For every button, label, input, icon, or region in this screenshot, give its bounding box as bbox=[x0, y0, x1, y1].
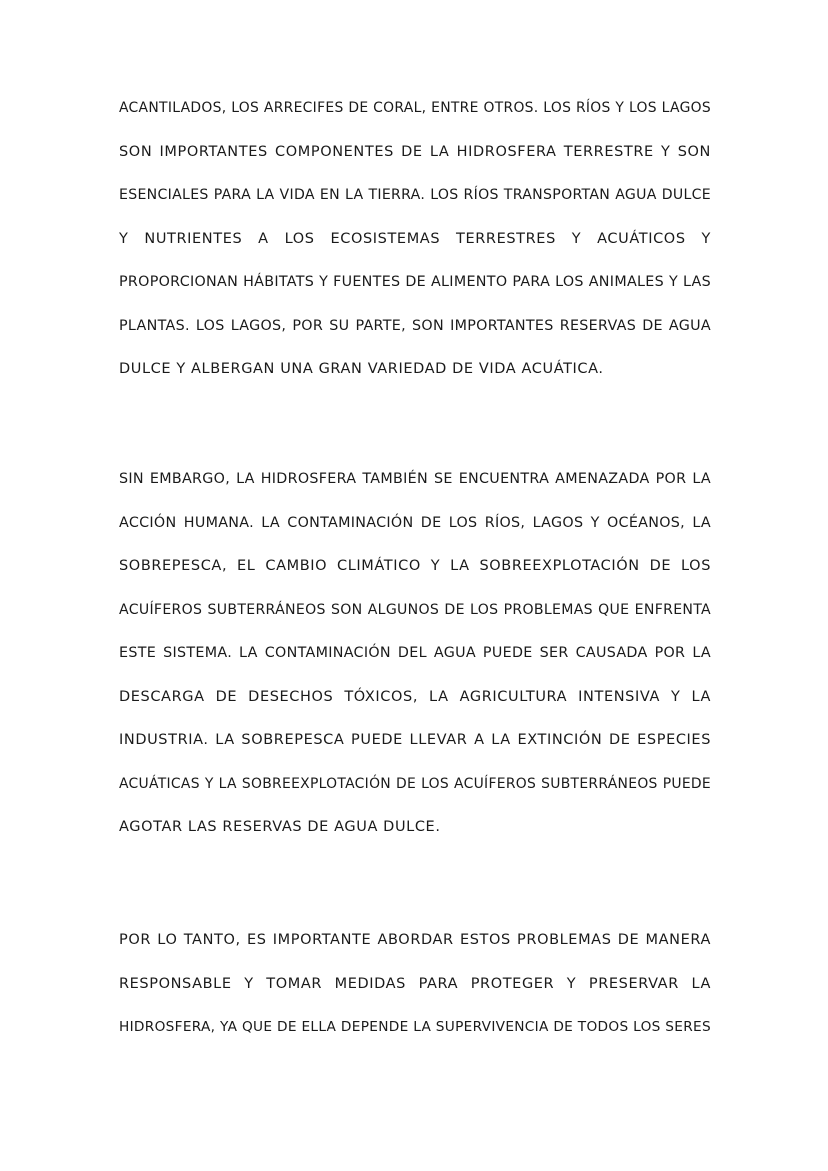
paragraph-threats bbox=[119, 469, 711, 861]
text-line: AGOTAR LAS RESERVAS DE AGUA DULCE. bbox=[119, 819, 441, 835]
text-line: HIDROSFERA, YA QUE DE ELLA DEPENDE LA SUPERVIVENCIA DE TODOS LOS SERES bbox=[119, 1019, 711, 1035]
text-line: SON IMPORTANTES COMPONENTES DE LA HIDROSFERA TERRESTRE Y SON bbox=[119, 143, 711, 160]
text-line: Y NUTRIENTES A LOS ECOSISTEMAS TERRESTRES Y ACUÁTICOS Y bbox=[119, 230, 711, 247]
paragraph-conclusion bbox=[119, 930, 711, 1061]
text-line: ESTE SISTEMA. LA CONTAMINACIÓN DEL AGUA PUEDE SER CAUSADA POR LA bbox=[119, 645, 711, 661]
text-line: ESENCIALES PARA LA VIDA EN LA TIERRA. LOS RÍOS TRANSPORTAN AGUA DULCE bbox=[119, 187, 711, 203]
text-line: ACUÁTICAS Y LA SOBREEXPLOTACIÓN DE LOS ACUÍFEROS SUBTERRÁNEOS PUEDE bbox=[119, 775, 711, 792]
text-line: INDUSTRIA. LA SOBREPESCA PUEDE LLEVAR A LA EXTINCIÓN DE ESPECIES bbox=[119, 732, 711, 748]
text-line: DESCARGA DE DESECHOS TÓXICOS, LA AGRICULTURA INTENSIVA Y LA bbox=[119, 688, 711, 705]
text-line: PLANTAS. LOS LAGOS, POR SU PARTE, SON IMPORTANTES RESERVAS DE AGUA bbox=[119, 317, 711, 334]
paragraph-rivers-lakes bbox=[119, 98, 711, 403]
text-line: POR LO TANTO, ES IMPORTANTE ABORDAR ESTOS PROBLEMAS DE MANERA bbox=[119, 932, 711, 948]
text-line: DULCE Y ALBERGAN UNA GRAN VARIEDAD DE VIDA ACUÁTICA. bbox=[119, 361, 604, 377]
text-line: ACUÍFEROS SUBTERRÁNEOS SON ALGUNOS DE LOS PROBLEMAS QUE ENFRENTA bbox=[119, 601, 711, 618]
text-line: SOBREPESCA, EL CAMBIO CLIMÁTICO Y LA SOBREEXPLOTACIÓN DE LOS bbox=[119, 558, 711, 574]
text-line: PROPORCIONAN HÁBITATS Y FUENTES DE ALIMENTO PARA LOS ANIMALES Y LAS bbox=[119, 274, 711, 290]
text-line: ACANTILADOS, LOS ARRECIFES DE CORAL, ENTRE OTROS. LOS RÍOS Y LOS LAGOS bbox=[119, 100, 711, 116]
text-line: RESPONSABLE Y TOMAR MEDIDAS PARA PROTEGER Y PRESERVAR LA bbox=[119, 975, 711, 992]
text-line: SIN EMBARGO, LA HIDROSFERA TAMBIÉN SE ENCUENTRA AMENAZADA POR LA bbox=[119, 471, 711, 487]
text-line: ACCIÓN HUMANA. LA CONTAMINACIÓN DE LOS RÍOS, LAGOS Y OCÉANOS, LA bbox=[119, 514, 711, 531]
